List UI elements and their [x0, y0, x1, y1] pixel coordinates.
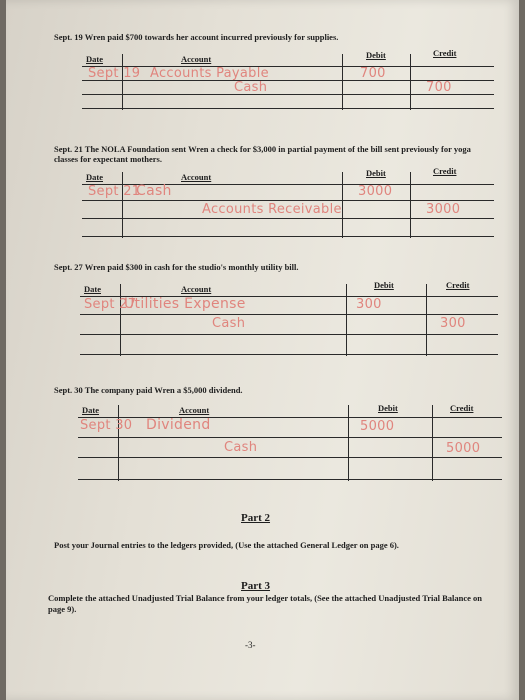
credit-account-handwritten: Cash [234, 80, 268, 95]
credit-header: Credit [450, 403, 474, 413]
debit-amount-handwritten: 5000 [360, 419, 395, 434]
worksheet-page [6, 0, 519, 700]
entry-prompt: Sept. 21 The NOLA Foundation sent Wren a check for $3,000 in partial payment of the bill sent previously for yoga classes for expectant mothers. [54, 144, 471, 165]
credit-amount-handwritten: 700 [426, 80, 452, 95]
debit-header: Debit [378, 403, 398, 413]
account-header: Account [181, 172, 212, 182]
part-2-title: Part 2 [241, 512, 271, 524]
part-3-title: Part 3 [241, 580, 271, 592]
credit-account-handwritten: Cash [212, 316, 246, 331]
credit-amount-handwritten: 300 [440, 316, 466, 331]
journal-entry-sept-27 [54, 262, 494, 357]
entry-date-handwritten: Sept 19 [88, 66, 141, 81]
date-header: Date [82, 405, 99, 415]
part-2-instructions: Post your Journal entries to the ledgers provided, (Use the attached General Ledger on page 6). [54, 540, 399, 550]
journal-entry-sept-19 [54, 32, 494, 112]
journal-entry-sept-30 [54, 385, 494, 485]
account-header: Account [181, 284, 212, 294]
debit-amount-handwritten: 700 [360, 66, 386, 81]
debit-header: Debit [374, 280, 394, 290]
credit-header: Credit [433, 48, 457, 58]
debit-amount-handwritten: 300 [356, 297, 382, 312]
credit-account-handwritten: Cash [224, 440, 258, 455]
entry-prompt: Sept. 30 The company paid Wren a $5,000 dividend. [54, 385, 243, 395]
debit-account-handwritten: Cash [136, 183, 172, 199]
credit-account-handwritten: Accounts Receivable [202, 202, 342, 217]
debit-header: Debit [366, 50, 386, 60]
entry-date-handwritten: Sept 27 [84, 297, 137, 312]
account-header: Account [181, 54, 212, 64]
credit-header: Credit [433, 166, 457, 176]
debit-account-handwritten: Utilities Expense [124, 296, 246, 312]
entry-prompt: Sept. 19 Wren paid $700 towards her account incurred previously for supplies. [54, 32, 339, 42]
account-header: Account [179, 405, 210, 415]
date-header: Date [86, 172, 103, 182]
page-number: -3- [245, 640, 256, 650]
credit-amount-handwritten: 3000 [426, 202, 461, 217]
debit-account-handwritten: Dividend [146, 417, 211, 433]
entry-date-handwritten: Sept 30 [80, 418, 133, 433]
entry-date-handwritten: Sept 21 [88, 184, 141, 199]
debit-header: Debit [366, 168, 386, 178]
date-header: Date [86, 54, 103, 64]
credit-amount-handwritten: 5000 [446, 441, 481, 456]
debit-account-handwritten: Accounts Payable [150, 66, 269, 81]
journal-entry-sept-21 [54, 144, 494, 239]
part-3-instructions: Complete the attached Unadjusted Trial Balance from your ledger totals, (See the attached Unadjusted Trial Balance on page 9). [48, 593, 483, 615]
entry-prompt: Sept. 27 Wren paid $300 in cash for the studio's monthly utility bill. [54, 262, 299, 272]
credit-header: Credit [446, 280, 470, 290]
date-header: Date [84, 284, 101, 294]
debit-amount-handwritten: 3000 [358, 184, 393, 199]
